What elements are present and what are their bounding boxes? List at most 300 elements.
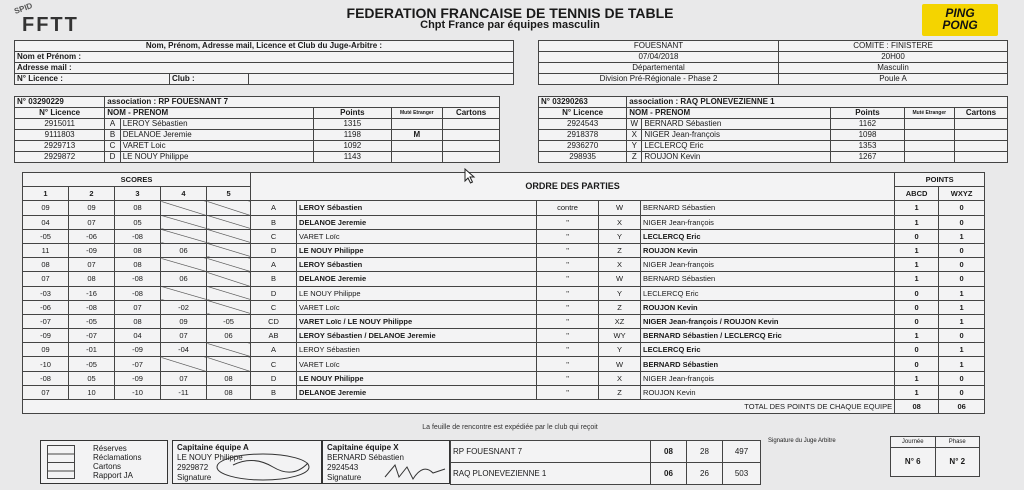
points-x: 0 bbox=[939, 272, 985, 286]
result-a-value: 28 bbox=[687, 441, 723, 463]
team-x-col-cards: Cartons bbox=[954, 108, 1007, 119]
player-muted bbox=[391, 141, 443, 152]
points-a: 1 bbox=[895, 243, 939, 257]
set-score bbox=[207, 215, 251, 229]
captain-x-licence: 2924543 bbox=[327, 463, 359, 472]
team-x-table bbox=[538, 96, 1008, 163]
player-a-letter: CD bbox=[251, 314, 297, 328]
player-x-letter: X bbox=[599, 215, 641, 229]
set-score: -07 bbox=[23, 314, 69, 328]
result-a-team: RP FOUESNANT 7 bbox=[451, 441, 651, 463]
player-x-name: LECLERCQ Eric bbox=[641, 229, 895, 243]
player-points: 1353 bbox=[831, 141, 904, 152]
player-x-letter: Z bbox=[599, 385, 641, 399]
match-row bbox=[23, 272, 985, 286]
player-a-letter: B bbox=[251, 215, 297, 229]
set-score: 08 bbox=[115, 314, 161, 328]
captain-x-label: Capitaine équipe X bbox=[327, 443, 399, 452]
points-a: 0 bbox=[895, 343, 939, 357]
points-a: 0 bbox=[895, 300, 939, 314]
set-score: -08 bbox=[115, 286, 161, 300]
team-a-number: N° 03290229 bbox=[15, 97, 105, 108]
set-score: -05 bbox=[23, 229, 69, 243]
set-score: 06 bbox=[161, 272, 207, 286]
player-x-letter: Z bbox=[599, 243, 641, 257]
player-x-name: ROUJON Kevin bbox=[641, 300, 895, 314]
player-letter: B bbox=[105, 130, 120, 141]
set-score: -04 bbox=[161, 343, 207, 357]
player-letter: Y bbox=[627, 141, 642, 152]
set-score bbox=[207, 272, 251, 286]
points-x: 1 bbox=[939, 300, 985, 314]
player-points: 1092 bbox=[314, 141, 391, 152]
page-title: FEDERATION FRANCAISE DE TENNIS DE TABLE bbox=[346, 5, 674, 21]
player-x-name: BERNARD Sébastien / LECLERCQ Eric bbox=[641, 329, 895, 343]
points-a: 1 bbox=[895, 329, 939, 343]
versus-label: " bbox=[537, 243, 599, 257]
player-x-name: LECLERCQ Eric bbox=[641, 343, 895, 357]
captain-a-label: Capitaine équipe A bbox=[177, 443, 249, 452]
result-a-value: 497 bbox=[723, 441, 761, 463]
team-x-col-points: Points bbox=[831, 108, 904, 119]
versus-label: " bbox=[537, 215, 599, 229]
points-a: 1 bbox=[895, 385, 939, 399]
points-x: 0 bbox=[939, 243, 985, 257]
player-licence: 2915011 bbox=[15, 119, 105, 130]
set-score: 09 bbox=[23, 343, 69, 357]
set-score: 08 bbox=[115, 243, 161, 257]
journee-value: N° 6 bbox=[891, 448, 936, 477]
team-x-number: N° 03290263 bbox=[539, 97, 627, 108]
set-score: -07 bbox=[115, 357, 161, 371]
result-table bbox=[450, 440, 761, 485]
points-x: 0 bbox=[939, 258, 985, 272]
total-a: 08 bbox=[895, 400, 939, 414]
player-a-letter: A bbox=[251, 258, 297, 272]
player-a-name: LE NOUY Philippe bbox=[297, 286, 537, 300]
player-a-letter: B bbox=[251, 272, 297, 286]
match-row bbox=[23, 286, 985, 300]
player-x-letter: XZ bbox=[599, 314, 641, 328]
player-a-letter: A bbox=[251, 343, 297, 357]
points-x: 0 bbox=[939, 215, 985, 229]
matches-table bbox=[22, 172, 985, 414]
player-licence: 2936270 bbox=[539, 141, 627, 152]
set-score: -06 bbox=[69, 229, 115, 243]
player-letter: A bbox=[105, 119, 120, 130]
player-a-name: DELANOE Jeremie bbox=[297, 385, 537, 399]
points-a: 0 bbox=[895, 357, 939, 371]
versus-label: " bbox=[537, 314, 599, 328]
versus-label: " bbox=[537, 286, 599, 300]
player-x-letter: Z bbox=[599, 300, 641, 314]
player-a-name: VARET Loïc bbox=[297, 229, 537, 243]
set-score bbox=[207, 286, 251, 300]
set-score: -09 bbox=[115, 343, 161, 357]
match-row bbox=[23, 357, 985, 371]
set-score bbox=[161, 229, 207, 243]
set-score: -03 bbox=[23, 286, 69, 300]
set-score: -05 bbox=[69, 357, 115, 371]
referee-club-label: Club : bbox=[170, 74, 249, 85]
set-score: 07 bbox=[161, 329, 207, 343]
set-score: -08 bbox=[115, 229, 161, 243]
set-score bbox=[207, 357, 251, 371]
meeting-committee: COMITE : FINISTERE bbox=[779, 41, 1008, 52]
match-row bbox=[23, 229, 985, 243]
team-x-col-name: NOM - PRENOM bbox=[627, 108, 831, 119]
player-name: LECLERCQ Eric bbox=[642, 141, 831, 152]
player-a-name: LEROY Sébastien bbox=[297, 201, 537, 215]
set-score bbox=[207, 229, 251, 243]
ping-pong-logo-line1: PING bbox=[945, 6, 975, 20]
total-x: 06 bbox=[939, 400, 985, 414]
player-a-letter: C bbox=[251, 300, 297, 314]
player-name: LEROY Sébastien bbox=[120, 119, 313, 130]
set-score: -11 bbox=[161, 385, 207, 399]
checks-grid-icon bbox=[47, 445, 75, 479]
points-a: 1 bbox=[895, 258, 939, 272]
player-x-letter: Y bbox=[599, 286, 641, 300]
player-a-name: LEROY Sébastien bbox=[297, 258, 537, 272]
player-a-name: DELANOE Jeremie bbox=[297, 215, 537, 229]
team-x-player-row bbox=[539, 130, 1008, 141]
set-score: 04 bbox=[115, 329, 161, 343]
set-score: 06 bbox=[161, 243, 207, 257]
set-number: 5 bbox=[207, 187, 251, 201]
set-score: 05 bbox=[69, 371, 115, 385]
player-muted bbox=[391, 119, 443, 130]
points-a: 1 bbox=[895, 371, 939, 385]
captain-x-box bbox=[322, 440, 450, 484]
versus-label: " bbox=[537, 229, 599, 243]
check-label: Réserves bbox=[93, 444, 127, 453]
versus-label: contre bbox=[537, 201, 599, 215]
set-score: 07 bbox=[23, 385, 69, 399]
team-x-col-licence: N° Licence bbox=[539, 108, 627, 119]
player-points: 1162 bbox=[831, 119, 904, 130]
set-score bbox=[161, 201, 207, 215]
set-score bbox=[207, 258, 251, 272]
result-a-value: 08 bbox=[651, 441, 687, 463]
captain-a-signature-label: Signature bbox=[177, 473, 212, 482]
player-a-name: VARET Loïc / LE NOUY Philippe bbox=[297, 314, 537, 328]
spid-tag: SPID bbox=[13, 1, 34, 16]
player-points: 1098 bbox=[831, 130, 904, 141]
player-name: LE NOUY Philippe bbox=[120, 152, 313, 163]
player-x-letter: X bbox=[599, 371, 641, 385]
points-a: 0 bbox=[895, 229, 939, 243]
meeting-pool: Poule A bbox=[779, 74, 1008, 85]
referee-licence-label: N° Licence : bbox=[15, 74, 170, 85]
ping-pong-logo-line2: PONG bbox=[942, 18, 978, 32]
set-score bbox=[207, 201, 251, 215]
set-number: 3 bbox=[115, 187, 161, 201]
player-points: 1267 bbox=[831, 152, 904, 163]
referee-box bbox=[14, 40, 514, 85]
set-score bbox=[207, 243, 251, 257]
set-score: 10 bbox=[69, 385, 115, 399]
player-x-name: NIGER Jean-françois / ROUJON Kevin bbox=[641, 314, 895, 328]
set-score: 08 bbox=[23, 258, 69, 272]
set-score bbox=[161, 286, 207, 300]
page-subtitle: Chpt France par équipes masculin bbox=[420, 19, 600, 31]
player-x-name: NIGER Jean-françois bbox=[641, 215, 895, 229]
points-x: 0 bbox=[939, 329, 985, 343]
set-score: 09 bbox=[23, 201, 69, 215]
meeting-box bbox=[538, 40, 1008, 85]
player-licence: 9111803 bbox=[15, 130, 105, 141]
meeting-division: Division Pré-Régionale - Phase 2 bbox=[539, 74, 779, 85]
set-score: 08 bbox=[115, 201, 161, 215]
player-a-name: LE NOUY Philippe bbox=[297, 371, 537, 385]
player-name: NIGER Jean-françois bbox=[642, 130, 831, 141]
points-a: 1 bbox=[895, 215, 939, 229]
check-label: Cartons bbox=[93, 462, 122, 471]
captain-a-box bbox=[172, 440, 322, 484]
set-score: -09 bbox=[23, 329, 69, 343]
points-x: 0 bbox=[939, 201, 985, 215]
team-a-association: association : RP FOUESNANT 7 bbox=[105, 97, 500, 108]
order-heading: ORDRE DES PARTIES bbox=[251, 173, 895, 201]
check-label: Rapport JA bbox=[93, 471, 134, 480]
player-x-name: BERNARD Sébastien bbox=[641, 357, 895, 371]
player-licence: 298935 bbox=[539, 152, 627, 163]
match-row bbox=[23, 343, 985, 357]
player-x-letter: WY bbox=[599, 329, 641, 343]
referee-heading: Nom, Prénom, Adresse mail, Licence et Club du Juge-Arbitre : bbox=[15, 41, 514, 52]
set-score: -02 bbox=[161, 300, 207, 314]
player-name: VARET Loic bbox=[120, 141, 313, 152]
set-score: 09 bbox=[161, 314, 207, 328]
player-a-name: DELANOE Jeremie bbox=[297, 272, 537, 286]
versus-label: " bbox=[537, 329, 599, 343]
points-a: 1 bbox=[895, 201, 939, 215]
versus-label: " bbox=[537, 371, 599, 385]
player-a-letter: A bbox=[251, 201, 297, 215]
player-muted bbox=[391, 152, 443, 163]
checks-box bbox=[40, 440, 168, 484]
set-score: -05 bbox=[69, 314, 115, 328]
player-x-letter: W bbox=[599, 272, 641, 286]
match-row bbox=[23, 300, 985, 314]
points-x: 1 bbox=[939, 343, 985, 357]
match-row bbox=[23, 329, 985, 343]
player-a-name: VARET Loïc bbox=[297, 357, 537, 371]
set-number: 1 bbox=[23, 187, 69, 201]
team-x-association: association : RAQ PLONEVEZIENNE 1 bbox=[627, 97, 1008, 108]
player-a-letter: D bbox=[251, 286, 297, 300]
set-score: 09 bbox=[69, 201, 115, 215]
set-score: 07 bbox=[161, 371, 207, 385]
player-x-letter: W bbox=[599, 201, 641, 215]
player-letter: D bbox=[105, 152, 120, 163]
points-wxyz-heading: WXYZ bbox=[939, 187, 985, 201]
set-score bbox=[207, 343, 251, 357]
points-x: 1 bbox=[939, 229, 985, 243]
match-row bbox=[23, 243, 985, 257]
team-a-table bbox=[14, 96, 500, 163]
set-score: 07 bbox=[23, 272, 69, 286]
set-score bbox=[161, 357, 207, 371]
player-x-name: LECLERCQ Eric bbox=[641, 286, 895, 300]
set-score: 04 bbox=[23, 215, 69, 229]
points-a: 0 bbox=[895, 286, 939, 300]
player-licence: 2924543 bbox=[539, 119, 627, 130]
team-a-col-cards: Cartons bbox=[443, 108, 500, 119]
set-score: -05 bbox=[207, 314, 251, 328]
set-score bbox=[161, 258, 207, 272]
player-licence: 2929872 bbox=[15, 152, 105, 163]
result-x-value: 06 bbox=[651, 463, 687, 485]
match-row bbox=[23, 385, 985, 399]
phase-label: Phase bbox=[935, 437, 980, 448]
player-x-letter: X bbox=[599, 258, 641, 272]
player-points: 1143 bbox=[314, 152, 391, 163]
player-name: BERNARD Sébastien bbox=[642, 119, 831, 130]
player-a-name: LE NOUY Philippe bbox=[297, 243, 537, 257]
player-a-letter: B bbox=[251, 385, 297, 399]
set-score: 11 bbox=[23, 243, 69, 257]
player-x-letter: Y bbox=[599, 229, 641, 243]
match-row bbox=[23, 314, 985, 328]
set-score: 07 bbox=[69, 258, 115, 272]
player-letter: X bbox=[627, 130, 642, 141]
versus-label: " bbox=[537, 272, 599, 286]
versus-label: " bbox=[537, 343, 599, 357]
journee-label: Journée bbox=[891, 437, 936, 448]
set-score: -08 bbox=[23, 371, 69, 385]
player-a-letter: D bbox=[251, 371, 297, 385]
match-rows bbox=[23, 201, 985, 400]
player-licence: 2918378 bbox=[539, 130, 627, 141]
day-phase-table bbox=[890, 436, 980, 477]
set-score: 08 bbox=[207, 385, 251, 399]
set-score: -10 bbox=[115, 385, 161, 399]
team-a-col-points: Points bbox=[314, 108, 391, 119]
player-letter: W bbox=[627, 119, 642, 130]
captain-a-name: LE NOUY Philippe bbox=[177, 453, 243, 462]
player-name: DELANOE Jeremie bbox=[120, 130, 313, 141]
player-letter: C bbox=[105, 141, 120, 152]
set-number: 2 bbox=[69, 187, 115, 201]
player-a-letter: D bbox=[251, 243, 297, 257]
player-x-letter: Y bbox=[599, 343, 641, 357]
fftt-logo-text: FFTT bbox=[22, 14, 79, 36]
player-name: ROUJON Kevin bbox=[642, 152, 831, 163]
points-x: 1 bbox=[939, 286, 985, 300]
player-a-letter: C bbox=[251, 357, 297, 371]
player-x-name: BERNARD Sébastien bbox=[641, 272, 895, 286]
team-x-player-row bbox=[539, 119, 1008, 130]
team-x-player-row bbox=[539, 152, 1008, 163]
totals-label: TOTAL DES POINTS DE CHAQUE EQUIPE bbox=[23, 400, 895, 414]
set-score: -10 bbox=[23, 357, 69, 371]
player-points: 1315 bbox=[314, 119, 391, 130]
set-score: 08 bbox=[69, 272, 115, 286]
result-x-team: RAQ PLONEVEZIENNE 1 bbox=[451, 463, 651, 485]
team-x-player-row bbox=[539, 141, 1008, 152]
team-a-col-muted: Muté Etranger bbox=[391, 108, 443, 119]
set-score: -08 bbox=[115, 272, 161, 286]
captain-a-licence: 2929872 bbox=[177, 463, 209, 472]
team-a-player-row bbox=[15, 141, 500, 152]
versus-label: " bbox=[537, 300, 599, 314]
points-heading: POINTS bbox=[895, 173, 985, 187]
player-muted: M bbox=[391, 130, 443, 141]
result-x-value: 26 bbox=[687, 463, 723, 485]
player-x-name: ROUJON Kevin bbox=[641, 385, 895, 399]
player-a-name: LEROY Sébastien / DELANOE Jeremie bbox=[297, 329, 537, 343]
set-score: -08 bbox=[69, 300, 115, 314]
player-a-letter: AB bbox=[251, 329, 297, 343]
result-x-value: 503 bbox=[723, 463, 761, 485]
team-a-player-row bbox=[15, 152, 500, 163]
points-x: 1 bbox=[939, 357, 985, 371]
captain-a-signature bbox=[213, 449, 313, 483]
versus-label: " bbox=[537, 357, 599, 371]
points-x: 0 bbox=[939, 385, 985, 399]
captain-x-name: BERNARD Sébastien bbox=[327, 453, 404, 462]
referee-signature-label: Signature du Juge Arbitre bbox=[768, 438, 836, 444]
points-abcd-heading: ABCD bbox=[895, 187, 939, 201]
versus-label: " bbox=[537, 258, 599, 272]
player-points: 1198 bbox=[314, 130, 391, 141]
dispatch-note: La feuille de rencontre est expédiée par le club qui reçoit bbox=[422, 424, 598, 431]
referee-mail-label: Adresse mail : bbox=[15, 63, 514, 74]
team-a-col-name: NOM - PRENOM bbox=[105, 108, 314, 119]
points-x: 1 bbox=[939, 314, 985, 328]
points-a: 0 bbox=[895, 314, 939, 328]
team-a-col-licence: N° Licence bbox=[15, 108, 105, 119]
ping-pong-logo bbox=[922, 4, 998, 36]
set-score: 06 bbox=[207, 329, 251, 343]
points-a: 1 bbox=[895, 272, 939, 286]
team-a-player-row bbox=[15, 119, 500, 130]
player-a-letter: C bbox=[251, 229, 297, 243]
set-score bbox=[161, 215, 207, 229]
player-x-name: NIGER Jean-françois bbox=[641, 258, 895, 272]
team-x-col-muted: Muté Etranger bbox=[904, 108, 954, 119]
meeting-level: Départemental bbox=[539, 63, 779, 74]
referee-name-label: Nom et Prénom : bbox=[15, 52, 514, 63]
set-score bbox=[207, 300, 251, 314]
set-score: -06 bbox=[23, 300, 69, 314]
player-x-name: NIGER Jean-françois bbox=[641, 371, 895, 385]
set-score: -09 bbox=[69, 243, 115, 257]
match-row bbox=[23, 215, 985, 229]
meeting-category: Masculin bbox=[779, 63, 1008, 74]
player-a-name: VARET Loïc bbox=[297, 300, 537, 314]
set-score: 08 bbox=[115, 258, 161, 272]
match-row bbox=[23, 201, 985, 215]
player-x-name: ROUJON Kevin bbox=[641, 243, 895, 257]
set-score: 07 bbox=[69, 215, 115, 229]
meeting-time: 20H00 bbox=[779, 52, 1008, 63]
set-score: -09 bbox=[115, 371, 161, 385]
points-x: 0 bbox=[939, 371, 985, 385]
player-licence: 2929713 bbox=[15, 141, 105, 152]
set-score: 08 bbox=[207, 371, 251, 385]
match-row bbox=[23, 371, 985, 385]
scores-heading: SCORES bbox=[23, 173, 251, 187]
player-x-letter: W bbox=[599, 357, 641, 371]
player-x-name: BERNARD Sébastien bbox=[641, 201, 895, 215]
captain-x-signature bbox=[383, 459, 447, 483]
set-score: -01 bbox=[69, 343, 115, 357]
player-letter: Z bbox=[627, 152, 642, 163]
meeting-date: 07/04/2018 bbox=[539, 52, 779, 63]
